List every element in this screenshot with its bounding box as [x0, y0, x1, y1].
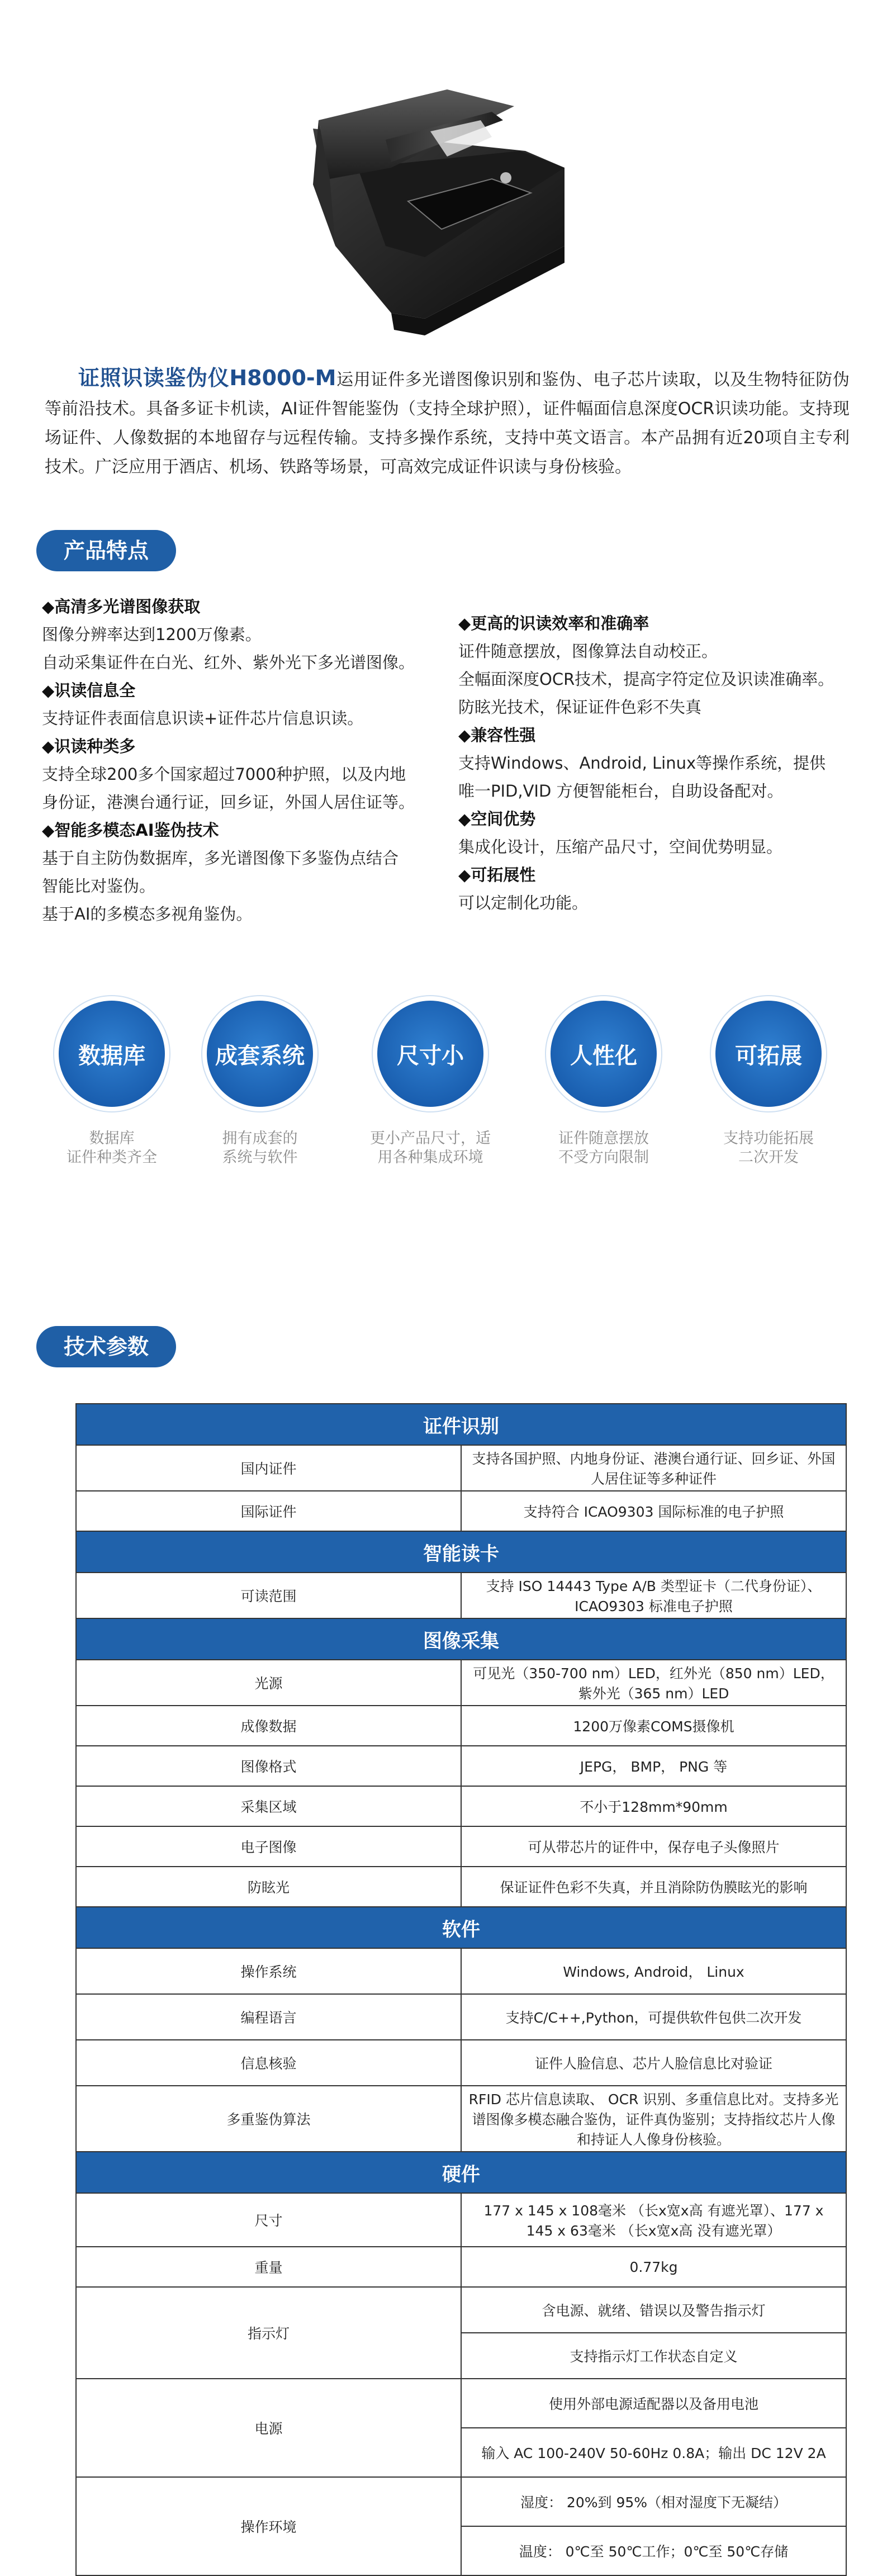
- feature-heading: ◆更高的识读效率和准确率: [458, 614, 649, 633]
- table-row: 温度： 0℃至 50℃工作；0℃至 50℃存储: [76, 2526, 846, 2575]
- product-image: [0, 0, 887, 358]
- highlight-humanized: [537, 1001, 671, 1167]
- table-row: 指示灯 含电源、就绪、错误以及警告指示灯: [76, 2287, 846, 2333]
- feature-text: 支持Windows、Android, Linux等操作系统，提供: [458, 754, 826, 773]
- specs-section-title: 技术参数: [36, 1326, 176, 1367]
- table-section-header: 软件: [76, 1907, 846, 1948]
- intro-paragraph: [45, 363, 850, 482]
- feature-text: 图像分辨率达到1200万像素。: [42, 625, 262, 644]
- highlight-badge: 可拓展: [715, 1001, 822, 1107]
- highlight-caption: 更小产品尺寸，适 用各种集成环境: [370, 1130, 491, 1166]
- feature-heading: ◆识读种类多: [42, 737, 136, 756]
- feature-text: 支持证件表面信息识读+证件芯片信息识读。: [42, 709, 364, 728]
- feature-item: [42, 816, 456, 928]
- feature-text: 自动采集证件在白光、红外、紫外光下多光谱图像。: [42, 653, 415, 672]
- highlight-system: [193, 1001, 327, 1167]
- feature-text: 基于自主防伪数据库，多光谱图像下多鉴伪点结合: [42, 849, 399, 868]
- highlight-extensible: [701, 1001, 836, 1167]
- feature-item: [458, 609, 872, 721]
- table-row: 输入 AC 100-240V 50-60Hz 0.8A；输出 DC 12V 2A: [76, 2428, 846, 2477]
- feature-item: [42, 676, 456, 732]
- highlight-caption: 支持功能拓展 二次开发: [723, 1130, 814, 1166]
- feature-heading: ◆识读信息全: [42, 681, 136, 700]
- feature-item: [42, 593, 456, 676]
- table-section-header: 证件识别: [76, 1404, 846, 1445]
- table-row: 尺寸 177 x 145 x 108毫米 （长x宽x高 有遮光罩）、177 x 145 x 63毫米 （长x宽x高 没有遮光罩）: [76, 2193, 846, 2247]
- intro-text: 运用证件多光谱图像识别和鉴伪、电子芯片读取，以及生物特征防伪等前沿技术。具备多证卡机读，AI证件智能鉴伪（支持全球护照），证件幅面信息深度OCR识读功能。支持现场证件、人像数据的本地留存与远程传输。支持多操作系统，支持中英文语言。本产品拥有近20项自主专利技术。广泛应用于酒店、机场、铁路等场景，可高效完成证件识读与身份核验。: [45, 370, 850, 477]
- table-row: 国内证件 支持各国护照、内地身份证、港澳台通行证、回乡证、外国人居住证等多种证件: [76, 1445, 846, 1491]
- highlight-badge: 成套系统: [207, 1001, 313, 1107]
- table-row: 操作系统 Windows, Android， Linux: [76, 1948, 846, 1994]
- table-section-header: 智能读卡: [76, 1531, 846, 1573]
- feature-text: 基于AI的多模态多视角鉴伪。: [42, 905, 253, 924]
- table-row: 光源 可见光（350-700 nm）LED，红外光（850 nm）LED，紫外光（365 nm）LED: [76, 1660, 846, 1706]
- feature-heading: ◆高清多光谱图像获取: [42, 597, 201, 616]
- table-row: 成像数据 1200万像素COMS摄像机: [76, 1706, 846, 1746]
- table-row: 多重鉴伪算法 RFID 芯片信息读取、 OCR 识别、多重信息比对。支持多光谱图像多模态融合鉴伪，证件真伪鉴别；支持指纹芯片人像和持证人人像身份核验。: [76, 2086, 846, 2152]
- table-row: 电源 使用外部电源适配器以及备用电池: [76, 2379, 846, 2428]
- highlight-badge: 人性化: [551, 1001, 657, 1107]
- highlight-caption: 数据库 证件种类齐全: [67, 1130, 157, 1166]
- table-row: 编程语言 支持C/C++,Python，可提供软件包供二次开发: [76, 1994, 846, 2040]
- feature-text: 支持全球200多个国家超过7000种护照，以及内地: [42, 765, 406, 784]
- feature-item: [458, 805, 872, 861]
- feature-text: 智能比对鉴伪。: [42, 877, 156, 896]
- highlight-caption: 证件随意摆放 不受方向限制: [558, 1130, 649, 1166]
- table-row: 重量 0.77kg: [76, 2247, 846, 2287]
- feature-item: [42, 732, 456, 816]
- features-right-column: [458, 609, 872, 917]
- feature-text: 全幅面深度OCR技术，提高字符定位及识读准确率。: [458, 670, 834, 689]
- table-row: 防眩光 保证证件色彩不失真，并且消除防伪膜眩光的影响: [76, 1867, 846, 1907]
- table-row: 支持指示灯工作状态自定义: [76, 2333, 846, 2379]
- feature-text: 防眩光技术，保证证件色彩不失真: [458, 698, 702, 717]
- highlight-caption: 拥有成套的 系统与软件: [222, 1130, 298, 1166]
- table-row: 国际证件 支持符合 ICAO9303 国际标准的电子护照: [76, 1491, 846, 1531]
- feature-text: 集成化设计，压缩产品尺寸，空间优势明显。: [458, 837, 783, 856]
- features-left-column: [42, 593, 456, 928]
- feature-text: 身份证，港澳台通行证，回乡证，外国人居住证等。: [42, 793, 415, 812]
- table-row: 图像格式 JEPG， BMP， PNG 等: [76, 1746, 846, 1786]
- highlight-size: [363, 1001, 497, 1167]
- table-section-header: 硬件: [76, 2152, 846, 2193]
- highlight-badge: 数据库: [59, 1001, 165, 1107]
- table-row: 采集区域 不小于128mm*90mm: [76, 1786, 846, 1826]
- table-row: 操作环境 湿度： 20%到 95%（相对湿度下无凝结）: [76, 2477, 846, 2526]
- feature-heading: ◆智能多模态AI鉴伪技术: [42, 821, 219, 840]
- feature-text: 证件随意摆放，图像算法自动校正。: [458, 642, 718, 661]
- table-section-header: 图像采集: [76, 1618, 846, 1660]
- table-row: 电子图像 可从带芯片的证件中，保存电子头像照片: [76, 1826, 846, 1867]
- table-row: 可读范围 支持 ISO 14443 Type A/B 类型证卡（二代身份证）、ICAO9303 标准电子护照: [76, 1573, 846, 1618]
- product-title: 证照识读鉴伪仪H8000-M: [78, 366, 336, 390]
- features-section-title: 产品特点: [36, 530, 176, 571]
- highlight-database: [45, 1001, 179, 1167]
- feature-text: 可以定制化功能。: [458, 893, 589, 912]
- highlight-badge: 尺寸小: [377, 1001, 483, 1107]
- feature-heading: ◆兼容性强: [458, 726, 536, 745]
- feature-heading: ◆空间优势: [458, 809, 536, 828]
- feature-text: 唯一PID,VID 方便智能柜台，自助设备配对。: [458, 782, 784, 801]
- feature-item: [458, 861, 872, 917]
- specs-table: [75, 1403, 847, 2576]
- feature-heading: ◆可拓展性: [458, 865, 536, 884]
- feature-item: [458, 721, 872, 805]
- table-row: 信息核验 证件人脸信息、芯片人脸信息比对验证: [76, 2040, 846, 2086]
